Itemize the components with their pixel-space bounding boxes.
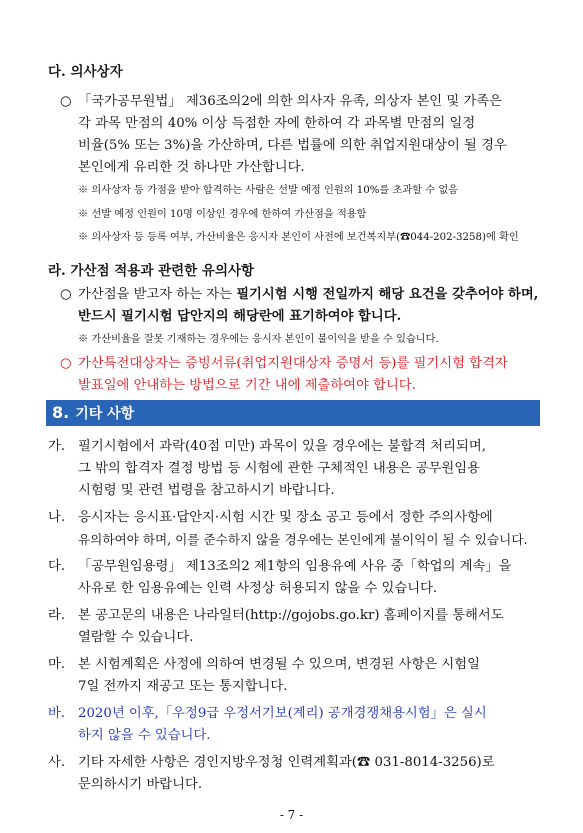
bonus-requirement-line1 <box>78 284 548 306</box>
item-line: 사유로 한 임용유예는 인력 사정상 허용되지 않을 수 있습니다. <box>78 581 438 596</box>
item-line: 하지 않을 수 있습니다. <box>78 728 211 743</box>
item-text <box>78 507 548 551</box>
item-label: 가. <box>48 439 66 454</box>
page-number: - 7 - <box>279 808 304 822</box>
bullet-marker: ○ <box>60 356 72 371</box>
para-line: 비율(5% 또는 3%)을 가산하며, 다른 법률에 의한 취업지원대상이 될 경우 <box>78 138 507 153</box>
item-line: 응시자는 응시표·답안지·시험 시간 및 장소 공고 등에서 정한 주의사항에 <box>78 510 493 525</box>
item-text <box>78 654 548 698</box>
item-label: 마. <box>48 657 66 672</box>
item-line: 필기시험에서 과락(40점 미만) 과목이 있을 경우에는 불합격 처리되며, <box>78 439 486 454</box>
note-line: ※ 가산비율을 잘못 기재하는 경우에는 응시자 본인이 불이익을 받을 수 있습니다. <box>78 334 439 345</box>
item-line: 시험령 및 관련 법령을 참고하시기 바랍니다. <box>78 483 335 498</box>
red-notice-line1: 가산특전대상자는 증빙서류(취업지원대상자 증명서 등)를 필기시험 합격자 <box>78 356 508 371</box>
note-line: ※ 의사상자 등 등록 여부, 가산비율은 응시자 본인이 사전에 보건복지부(☎044-202-3258)에 확인 <box>78 232 519 243</box>
item-text <box>78 703 548 747</box>
item-line: 「공무원임용령」 제13조의2 제1항의 임용유예 사유 중「학업의 계속」을 <box>78 559 512 574</box>
bonus-requirement-line2: 반드시 필기시험 답안지의 해당란에 표기하여야 합니다. <box>78 309 402 324</box>
paragraph-veteran-bonus <box>78 91 548 179</box>
text-run-bold: 필기시험 시행 전일까지 해당 요건을 갖추어야 하며, <box>236 287 539 302</box>
item-text <box>78 436 548 502</box>
item-line: 7일 전까지 재공고 또는 통지합니다. <box>78 679 288 694</box>
bullet-marker: ○ <box>60 94 72 109</box>
item-line: 그 밖의 합격자 결정 방법 등 시험에 관한 구체적인 내용은 공무원임용 <box>78 461 480 476</box>
item-text <box>78 605 548 649</box>
item-line: 열람할 수 있습니다. <box>78 630 194 645</box>
item-line: 본 시험계획은 사정에 의하여 변경될 수 있으며, 변경된 사항은 시험일 <box>78 657 480 672</box>
bullet-marker: ○ <box>60 287 72 302</box>
red-notice-line2: 발표일에 안내하는 방법으로 기간 내에 제출하여야 합니다. <box>78 378 416 393</box>
item-line: 유의하여야 하며, 이를 준수하지 않을 경우에는 본인에게 불이익이 될 수 있습니다. <box>78 532 528 547</box>
para-line: 「국가공무원법」 제36조의2에 의한 의사자 유족, 의상자 본인 및 가족은 <box>78 94 502 109</box>
section-heading-ra: 라. 가산점 적용과 관련한 유의사항 <box>48 263 255 279</box>
item-label: 바. <box>48 706 66 721</box>
item-text <box>78 556 548 600</box>
text-run: 가산점을 받고자 하는 자는 <box>78 287 237 302</box>
item-text <box>78 752 548 796</box>
section-heading-da: 다. 의사상자 <box>48 64 123 80</box>
section-8-header <box>46 400 540 426</box>
item-label: 나. <box>48 510 66 525</box>
item-label: 다. <box>48 559 66 574</box>
item-label: 라. <box>48 608 66 623</box>
item-line: 2020년 이후,「우정9급 우정서기보(계리) 공개경쟁채용시험」은 실시 <box>78 706 487 721</box>
item-label: 사. <box>48 755 66 770</box>
section-title: 기타 사항 <box>75 406 135 422</box>
note-line: ※ 선발 예정 인원이 10명 이상인 경우에 한하여 가산점을 적용함 <box>78 209 367 220</box>
item-line: 문의하시기 바랍니다. <box>78 777 203 792</box>
section-number: 8. <box>52 403 70 422</box>
item-line: 기타 자세한 사항은 경인지방우정청 인력계획과(☎ 031-8014-3256)로 <box>78 755 495 770</box>
para-line: 본인에게 유리한 것 하나만 가산합니다. <box>78 160 305 175</box>
note-line: ※ 의사상자 등 가점을 받아 합격하는 사람은 선발 예정 인원의 10%를 초과할 수 없음 <box>78 185 459 196</box>
para-line: 각 과목 만점의 40% 이상 득점한 자에 한하여 각 과목별 만점의 일정 <box>78 116 476 131</box>
item-line: 본 공고문의 내용은 나라일터(http://gojobs.go.kr) 홈페이지를 통해서도 <box>78 608 504 623</box>
